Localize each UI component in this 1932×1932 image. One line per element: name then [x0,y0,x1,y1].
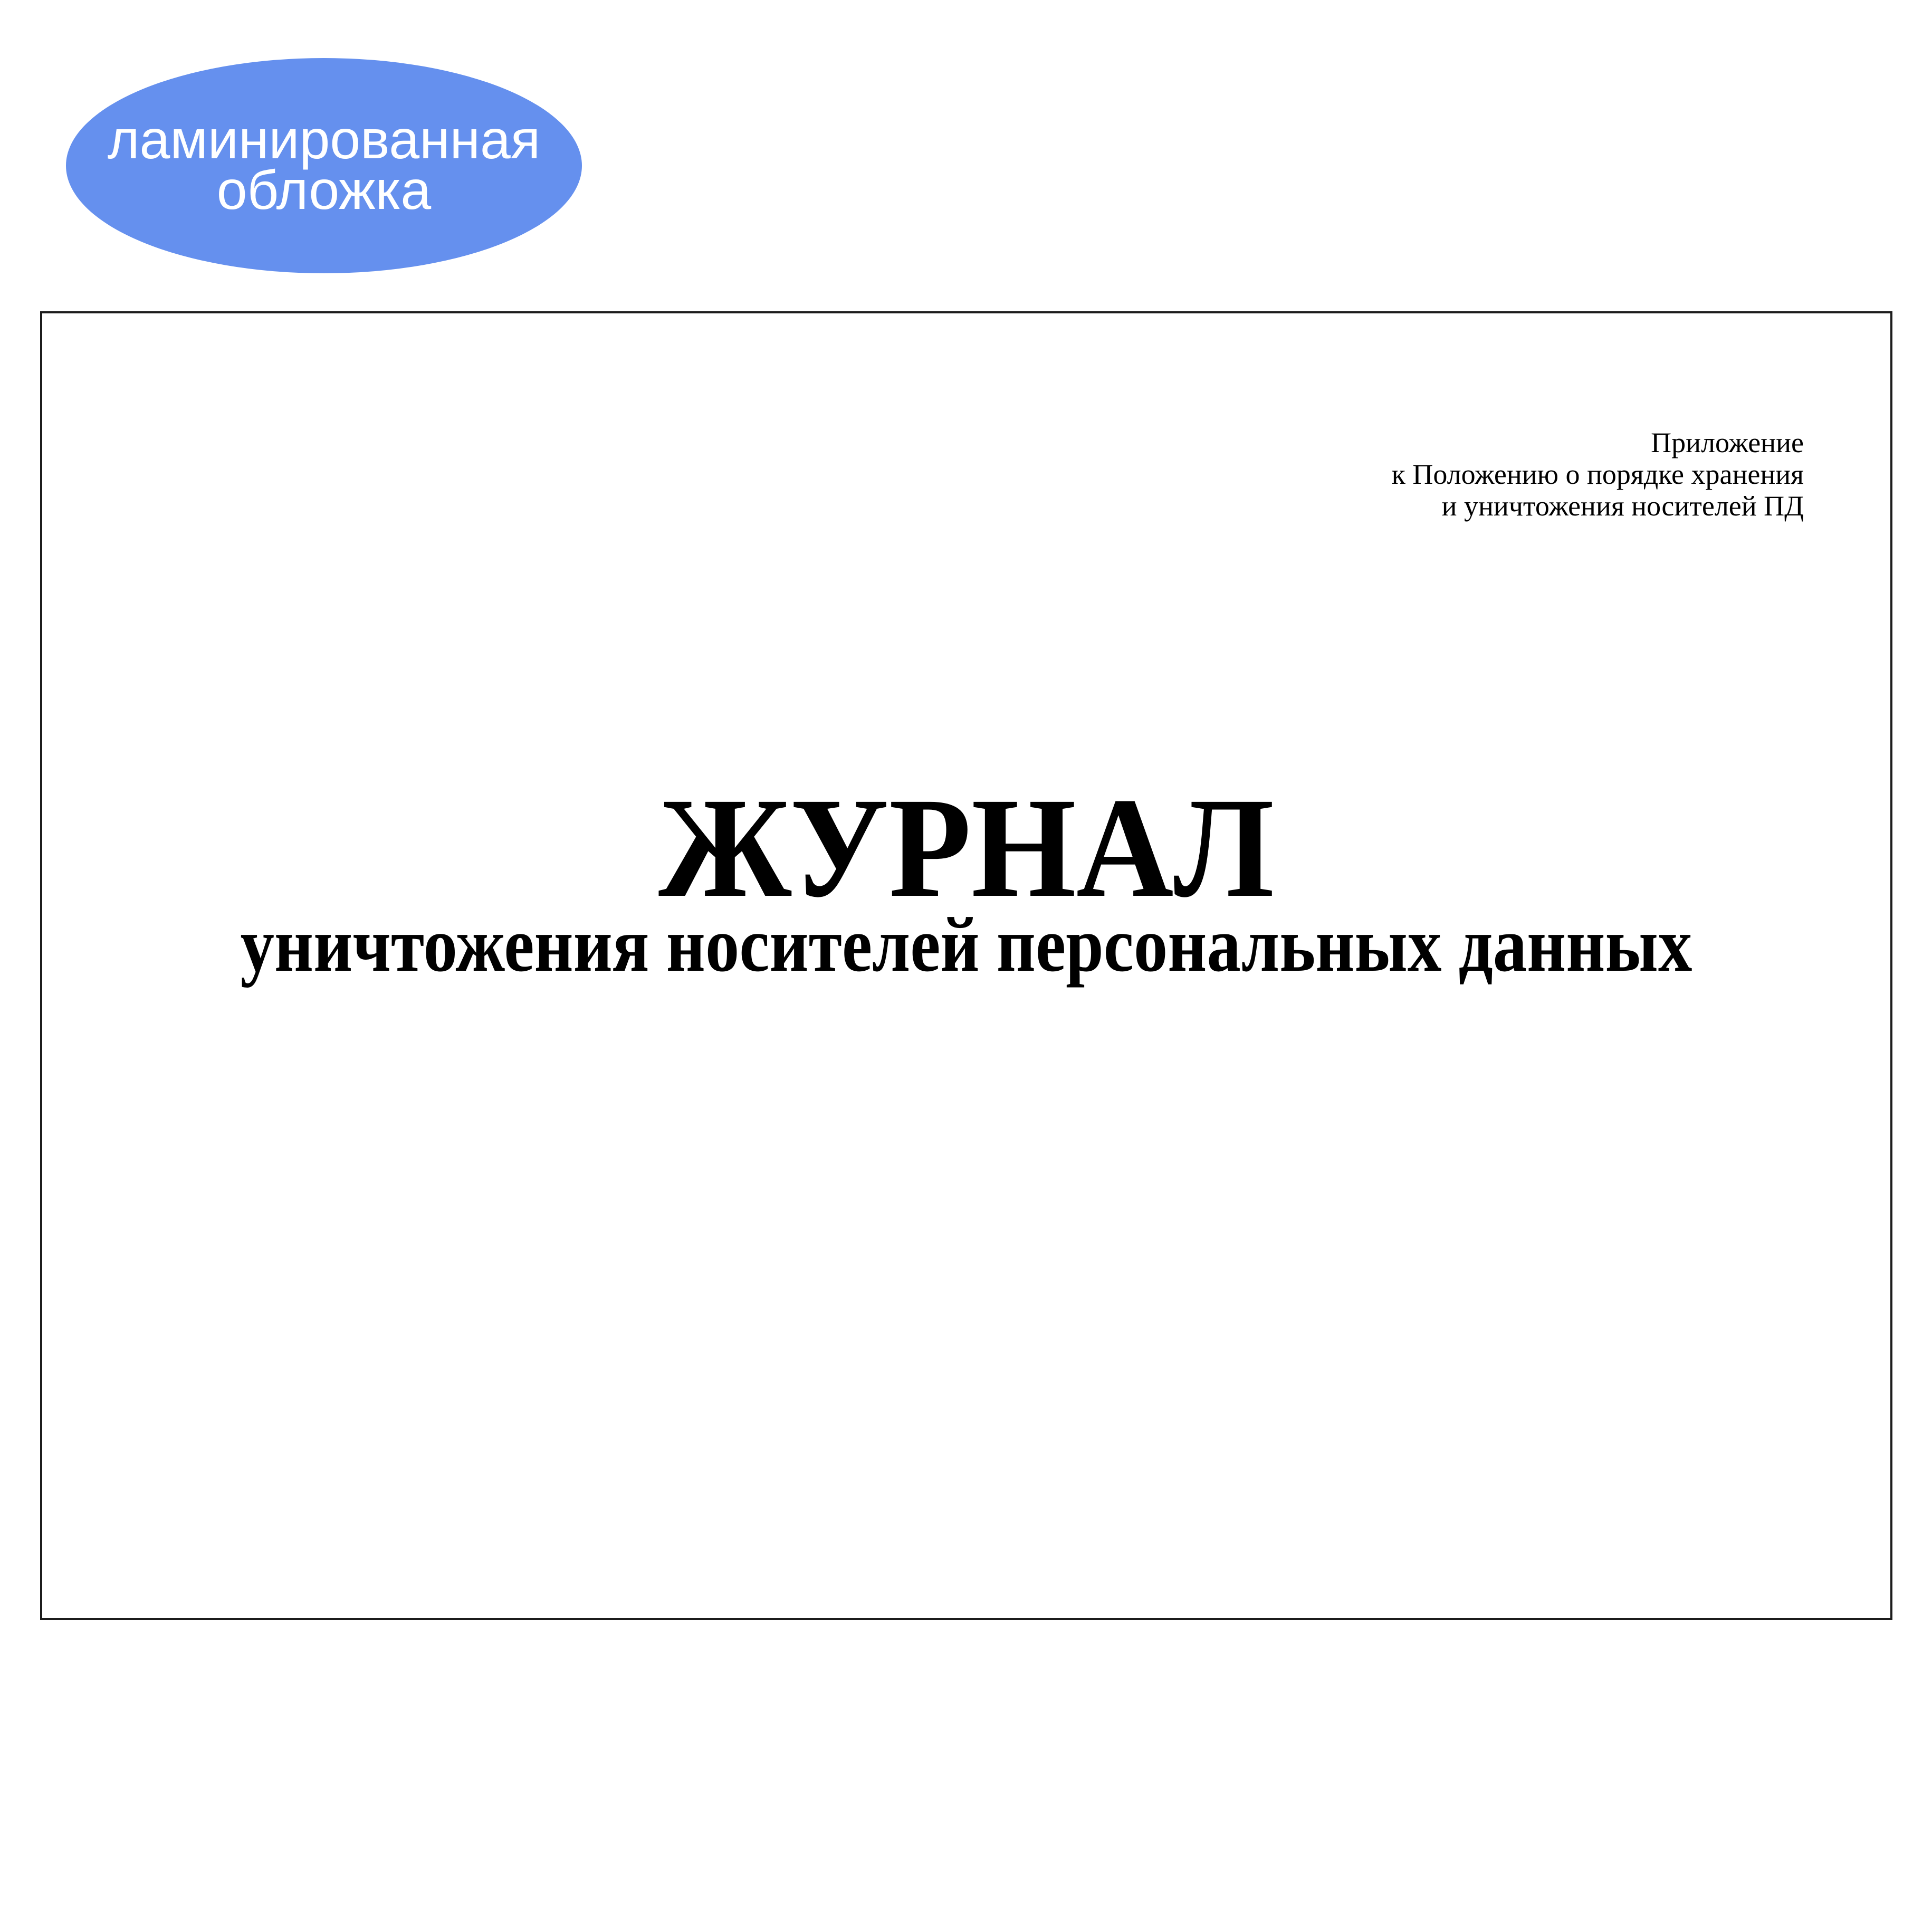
badge-text [107,109,541,221]
laminated-cover-badge [66,58,582,273]
appendix-annotation-line-3: и уничтожения носителей ПД [1441,490,1804,522]
appendix-annotation-line-2: к Положению о порядке хранения [1391,458,1804,490]
journal-subtitle: уничтожения носителей персональных данных [240,902,1692,988]
journal-title: ЖУРНАЛ [658,768,1275,927]
appendix-annotation-line-1: Приложение [1651,427,1804,458]
appendix-annotation [1392,427,1804,522]
journal-cover-page [40,311,1892,1620]
badge-line-2: обложка [216,160,432,221]
badge-line-1: ламинированная [107,109,541,171]
title-block [42,768,1890,988]
